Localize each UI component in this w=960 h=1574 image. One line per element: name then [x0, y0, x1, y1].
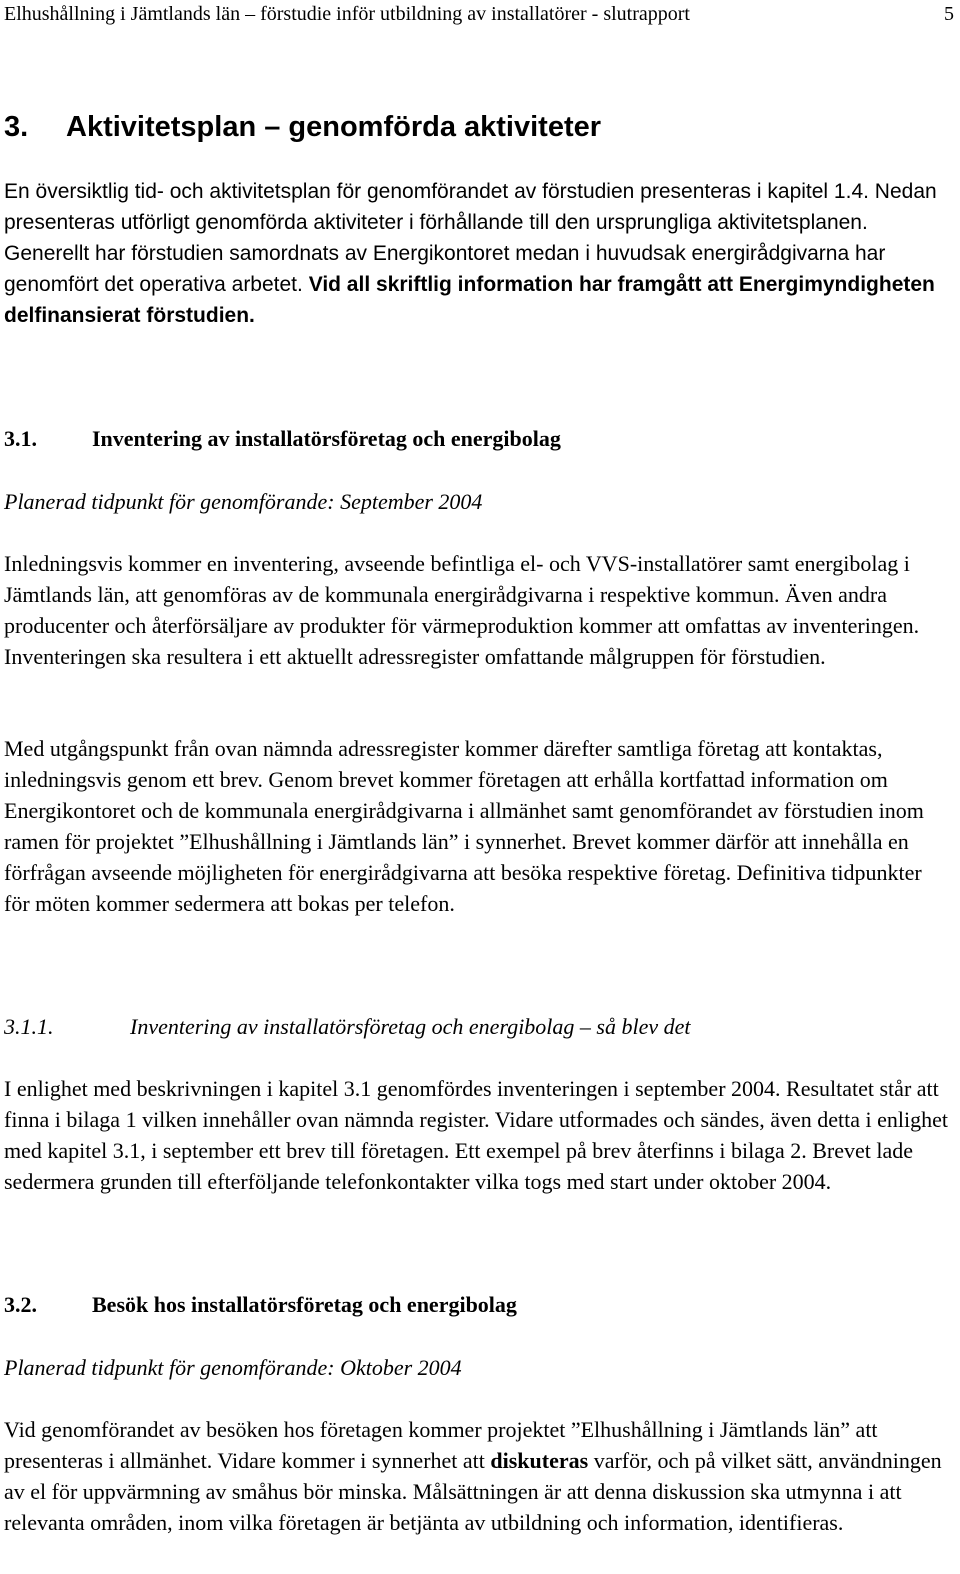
section-3-intro-text: En översiktlig tid- och aktivitetsplan för genomförandet av förstudien presenteras i kapitel 1.4. Nedan presenteras utförligt genomförda aktiviteter i förhållande till den ursprungliga aktivitetsplanen. Generellt har förstudien samordnats av Energikontoret medan i huvudsak energirådgivarna har genomfört det operativa arbetet.	[4, 180, 937, 296]
section-3-1-number: 3.1.	[4, 426, 37, 451]
header-title: Elhushållning i Jämtlands län – förstudie inför utbildning av installatörer - slutrapport	[4, 3, 690, 25]
section-3-heading	[4, 110, 952, 144]
section-3-1-title: Inventering av installatörsföretag och energibolag	[92, 426, 561, 451]
section-3-title: Aktivitetsplan – genomförda aktiviteter	[66, 111, 602, 143]
section-3-2-number: 3.2.	[4, 1292, 37, 1317]
section-3-1-planned: Planerad tidpunkt för genomförande: September 2004	[4, 489, 483, 514]
section-3-intro	[4, 176, 952, 331]
section-3-2-title: Besök hos installatörsföretag och energibolag	[92, 1292, 517, 1317]
section-3-1-1-paragraph: I enlighet med beskrivningen i kapitel 3.1 genomfördes inventeringen i september 2004. Resultatet står att finna i bilaga 1 vilken innehåller ovan nämnda register. Vidare utformades och sändes, även detta i enlighet med kapitel 3.1, i september ett brev till företagen. Ett exempel på brev återfinns i bilaga 2. Brevet lade sedermera grunden till efterföljande telefonkontakter vilka togs med start under oktober 2004.	[4, 1076, 948, 1194]
section-3-1-1-number: 3.1.1.	[4, 1014, 54, 1039]
section-3-1-paragraph-1: Inledningsvis kommer en inventering, avseende befintliga el- och VVS-installatörer samt energibolag i Jämtlands län, att genomföras av de kommunala energirådgivarna i respektive kommun. Även andra producenter och återförsäljare av produkter för värmeproduktion kommer att omfattas av inventeringen. Inventeringen ska resultera i ett aktuellt adressregister omfattande målgruppen för förstudien.	[4, 551, 920, 669]
section-3-2-text-b: varför, och på vilket sätt, användningen av el för uppvärmning av småhus bör minska. Målsättningen är att denna diskussion ska utmynna i att relevanta områden, inom vilka företagen är betjänta av utbildning och information, identifieras.	[4, 1448, 942, 1535]
section-3-1-1-heading	[4, 1012, 952, 1042]
section-3-2-planned: Planerad tidpunkt för genomförande: Oktober 2004	[4, 1355, 462, 1380]
section-3-number: 3.	[4, 111, 29, 143]
section-3-1-1-title: Inventering av installatörsföretag och energibolag – så blev det	[130, 1014, 691, 1039]
section-3-2-text-a: Vid genomförandet av besöken hos företagen kommer projektet ”Elhushållning i Jämtlands län” att presenteras i allmänhet. Vidare kommer i synnerhet att	[4, 1417, 878, 1473]
section-3-2-heading	[4, 1290, 952, 1320]
section-3-2-paragraph	[4, 1414, 952, 1538]
section-3-1-heading	[4, 424, 952, 454]
page-number: 5	[944, 3, 954, 25]
section-3-1-paragraph-2: Med utgångspunkt från ovan nämnda adressregister kommer därefter samtliga företag att kontaktas, inledningsvis genom ett brev. Genom brevet kommer företagen att erhålla kortfattad information om Energikontoret och de kommunala energirådgivarna i allmänhet samt genomförandet av förstudien inom ramen för projektet ”Elhushållning i Jämtlands län” i synnerhet. Brevet kommer därför att innehålla en förfrågan avseende möjligheten för energirådgivarna att besöka respektive företag. Definitiva tidpunkter för möten kommer sedermera att bokas per telefon.	[4, 736, 924, 916]
section-3-2-bold-word: diskuteras	[490, 1448, 589, 1473]
section-3-intro-bold: Vid all skriftlig information har framgått att Energimyndigheten delfinansierat förstudien.	[4, 273, 935, 327]
